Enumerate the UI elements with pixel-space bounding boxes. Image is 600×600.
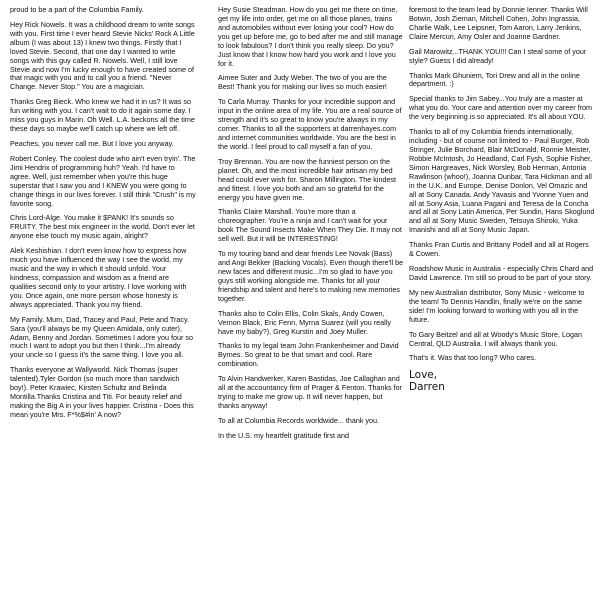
- paragraph: That's it. Was that too long? Who cares.: [409, 353, 536, 363]
- signoff: [409, 369, 595, 393]
- column-right: [409, 6, 595, 393]
- paragraph: foremost to the team lead by Donnie Ienner. Thanks Will Botwin, Josh Zieman, Mitchell Cohen, John Ingrassia, Charlie Walk, Lee Leipsner, Tom Aaron, Larry Jenkins, Claire Mercuri, Amy Osler and Joanne Gardner.: [409, 5, 588, 41]
- paragraph: Thanks Mark Ghuniem, Tori Drew and all in the online department. :): [409, 70, 580, 89]
- signoff-name: Darren: [409, 381, 445, 394]
- paragraph: Troy Brennan. You are now the funniest person on the planet. Oh, and the most incredible hair artisan my bed head could ever wish for. Sharon Millington. The kindest and fittest. I love you both and am so grateful for the energy you have given me.: [218, 156, 397, 202]
- paragraph: Roadshow Music in Australia - especially Chris Chard and David Lawrence. I'm still so proud to be part of your story.: [409, 264, 594, 282]
- paragraph: Peaches, you never call me. But I love you anyway.: [10, 138, 174, 148]
- paragraph: To all at Columbia Records worldwide... thank you.: [218, 415, 379, 425]
- paragraph: Chris Lord-Alge. You make it $PANK! It's sounds so FRUITY. The best mix engineer in the world. Don't ever let anyone else touch my music again, alright?: [10, 213, 195, 241]
- column-left: [10, 6, 196, 426]
- signoff-line: Love,: [409, 369, 438, 382]
- paragraph: In the U.S. my heartfelt gratitude first and: [218, 430, 350, 440]
- paragraph: To Alvin Handwerker, Karen Bastidas, Joe Callaghan and all at the accountancy firm of Prager & Fenton. Thanks for trying to make me grow up. It will never happen, but thanks anyway!: [218, 374, 403, 410]
- paragraph: Alek Keshishian. I don't even know how to express how much you have influenced the way I see the world, my music and the way in which it should unfold. Your kindness, compassion and wisdom as a friend are qualities second only to your artistry. I love working with you. Once again, one more person whose honesty is always appreciated. Thank you my friend.: [10, 246, 187, 309]
- paragraph: My new Australian distributor, Sony Music - welcome to the team! To Dennis Handlin, finally we're on the same side! I'm looking forward to working with you all in the future.: [409, 287, 585, 324]
- paragraph: Thanks to my legal team John Frankenheimer and David Byrnes. So great to be that smart and cool. Rare combination.: [218, 341, 399, 369]
- paragraph: Hey Rick Nowels. It was a childhood dream to write songs with you. First time I ever heard Stevie Nicks' Rock A Little album (I was about 13) I knew two things. Firstly that I loved Stevie. Second, that one day I wanted to write songs with this guy called R. Nowels. Well, I still love Stevie and now I'm lucky enough to have created some of that magic with you and to call you a friend. "Never Change. Never Stop." You are a magician.: [10, 19, 195, 92]
- paragraph: Robert Conley. The coolest dude who ain't even tryin'. The Jimi Hendrix of programming huh? Yeah. I'd have to agree. Well, just remember when you're this huge superstar that I saw you and I KNEW you were going to change things in our lives forever. I still think "Crush" is my favorite song.: [10, 153, 196, 208]
- paragraph: Hey Susie Steadman. How do you get me there on time, get my life into order, get me on all those planes, trains and automobiles without ever losing your cool? How do you get up before me, go to bed after me and still manage to look fabulous? I don't think you really sleep. Do you? Just know that I know how hard you work and I love you for it.: [218, 5, 403, 68]
- column-middle: [218, 6, 404, 447]
- paragraph: To Carla Murray. Thanks for your incredible support and input in the online area of my life. You are a real source of strength and it's so great to know you're always in my corner. Thanks to all the supporters at darrenhayes.com and internet communities worldwide. You are the best in the world. I feel proud to call myself a fan of you.: [218, 97, 402, 151]
- paragraph: Thanks also to Colin Ellis, Colin Skals, Andy Cowen, Vernon Black, Eric Fenn, Myrna Suarez (will you really have my baby?), Greg Kurstin and Joey Muller.: [218, 308, 391, 336]
- paragraph: Thanks Claire Marshall. You're more than a choreographer. You're a ninja and I can't wait for your book The Sound Insects Make When They Die. It may not sell well. But it will be INTERESTING!: [218, 207, 402, 244]
- paragraph: Thanks to all of my Columbia friends internationally, including - but of course not limited to - Paul Burger, Rob Stringer, Julie Borchard, Blair McDonald, Ronnie Meister, Robbie McIntosh, Jo Headland, Carl Fysh, Sophie Fisher, Simon Hargreaves, Nick Worsley, Bob Herman, Antonia Rawlinson (whoo!), Joanna Dunbar, Tara Hickman and all in the U.K. and Europe. Denise Donlon, Vel Omazic and all at Sony Canada. Andy Yavasis and Yvonne Yuen and all at Sony Asia, Luana Pagani and Teresa de la Concha and all at Sony Latin America, Per Sundin, Hans Skoglund and all at Sony Music Sweden, Tetsuya Shiroki, Yuka Imanishi and all at Sony Music Japan.: [409, 127, 595, 235]
- paragraph: Thanks everyone at Wallyworld. Nick Thomas (super talented).Tyler Gordon (so much more than sandwich boy!). Peter Krawiec, Kirsten Schultz and Belinda Montilla.Thanks Cristina and Titi. For beauty relief and making the Big A in your lives happier. Cristina - Does this mean you're Mrs. F*%$#in' A now?: [10, 365, 194, 419]
- paragraph: Special thanks to Jim Sabey...You truly are a master at what you do. Your care and attention over my career from the very beginning is so appreciated. It's all about YOU.: [409, 94, 592, 122]
- paragraph: Gail Marowitz...THANK YOU!!! Can I steal some of your style? Guess I did already!: [409, 46, 587, 65]
- paragraph: Aimee Suter and Judy Weber. The two of you are the Best! Thank you for making our lives so much easier!: [218, 73, 387, 92]
- paragraph: proud to be a part of the Columbia Family.: [10, 5, 144, 14]
- paragraph: To Gary Beitzel and all at Woody's Music Store, Logan Central, QLD Australia. I will always thank you.: [409, 329, 583, 348]
- paragraph: Thanks Greg Bieck. Who knew we had it in us? It was so fun writing with you. I can't wait to do it again some day. I miss you guys in Marin. Oh Well. L.A. beckons all the time these days so maybe we'll catch up where we left off.: [10, 97, 195, 134]
- paragraph: Thanks Fran Curtis and Brittany Podell and all at Rogers & Cowen.: [409, 240, 589, 259]
- paragraph: My Family. Mum, Dad, Tracey and Paul, Pete and Tracy. Sara (you'll always be my Queen Amidala, only cuter), Adam, Benny and Jordan. Sometimes I adore you four so much I want to adopt you but then I think...I'm already your uncle so I guess it's the same thing. I love you all.: [10, 314, 193, 360]
- paragraph: To my touring band and dear friends Lee Novak (Bass) and Angi Bekker (Backing Vocals). Even though there'll be new faces and different music...I'm so glad to have you guys still working alongside me. Thanks for all your friendship and talent and here's to making new memories together.: [218, 249, 404, 303]
